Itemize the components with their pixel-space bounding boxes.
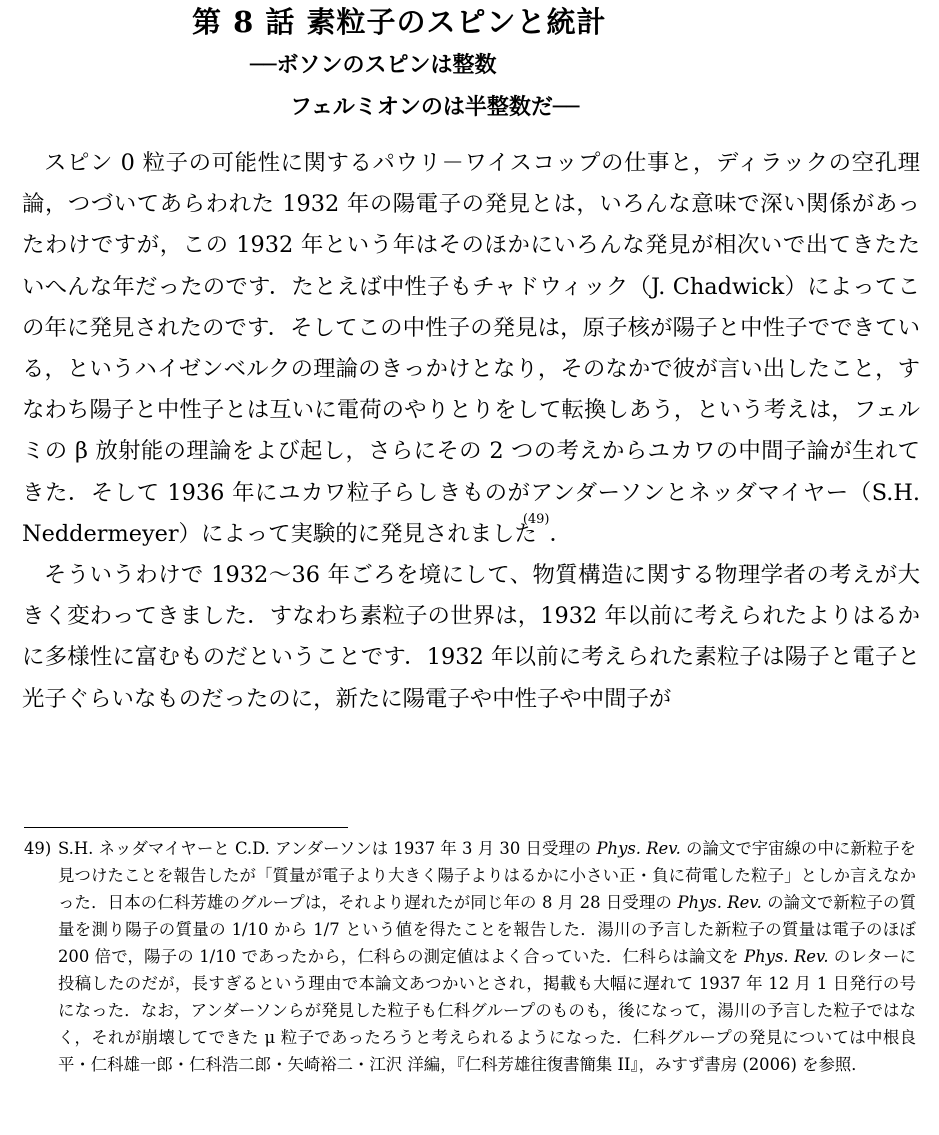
footnote-reference-49[interactable]: (49) — [522, 511, 550, 527]
footnote-49 — [24, 835, 916, 1078]
footnote-text-2: の論文で宇宙線の中に新粒子を見つけたことを報告したが「質量が電子より大きく陽子よりはるかに小さい正・負に荷電した粒子」としか言えなかった．日本の仁科芳雄のグループは，それより遅れたが同じ年の 8 月 28 日受理の — [58, 839, 916, 912]
footnote-number: 49) — [24, 839, 52, 858]
chapter-subtitle-line-2: フェルミオンのは半整数だ── — [290, 94, 580, 120]
paragraph-1-end: ． — [549, 520, 572, 547]
footnote-divider — [24, 827, 348, 828]
chapter-subtitle-line-1: ──ボソンのスピンは整数 — [250, 52, 497, 78]
paragraph-1 — [22, 143, 920, 555]
footnote-body — [58, 835, 916, 1078]
main-body — [22, 143, 920, 720]
chapter-title: 第 8 話 素粒子のスピンと統計 — [192, 5, 607, 39]
footnote-text-1: S.H. ネッダマイヤーと C.D. アンダーソンは 1937 年 3 月 30 日受理の — [58, 839, 597, 858]
paragraph-2: そういうわけで 1932～36 年ごろを境にして、物質構造に関する物理学者の考えが大きく変わってきました．すなわち素粒子の世界は，1932 年以前に考えられたよりはるかに多様性に富むものだということです．1932 年以前に考えられた素粒子は陽子と電子と光子ぐらいなものだったのに，新たに陽電子や中性子や中間子が — [22, 562, 920, 712]
paragraph-1-text: スピン 0 粒子の可能性に関するパウリ－ワイスコップの仕事と，ディラックの空孔理論，つづいてあらわれた 1932 年の陽電子の発見とは，いろんな意味で深い関係があったわけですが，この 1932 年という年はそのほかにいろんな発見が相次いで出てきたたいへんな年だったのです．たとえば中性子もチャドウィック（J. Chadwick）によってこの年に発見されたのです．そしてこの中性子の発見は，原子核が陽子と中性子でできている，というハイゼンベルクの理論のきっかけとなり，そのなかで彼が言い出したこと，すなわち陽子と中性子とは互いに電荷のやりとりをして転換しあう，という考えは，フェルミの β 放射能の理論をよび起し，さらにその 2 つの考えからユカワの中間子論が生れてきた．そして 1936 年にユカワ粒子らしきものがアンダーソンとネッダマイヤー（S.H. Neddermeyer）によって実験的に発見されました — [22, 150, 920, 547]
footnote-text-4: のレターに投稿したのだが，長すぎるという理由で本論文あつかいとされ，掲載も大幅に遅れて 1937 年 12 月 1 日発行の号になった．なお，アンダーソンらが発見した粒子も仁科グループのものも，後になって，湯川の予言した粒子ではなく，それが崩壊してできた μ 粒子であったろうと考えられるようになった．仁科グループの発見については中根良平・仁科雄一郎・仁科浩二郎・矢崎裕二・江沢 洋編，『仁科芳雄往復書簡集 II』，みすず書房 (2006) を参照． — [58, 947, 916, 1074]
journal-name: Phys. Rev. — [744, 947, 829, 966]
footnote-text-3: の論文で新粒子の質量を測り陽子の質量の 1/10 から 1/7 という値を得たことを報告した．湯川の予言した新粒子の質量は電子のほぼ 200 倍で，陽子の 1/10 であったから，仁科らの測定値はよく合っていた．仁科らは論文を — [58, 893, 916, 966]
journal-name: Phys. Rev. — [677, 893, 762, 912]
journal-name: Phys. Rev. — [596, 839, 681, 858]
